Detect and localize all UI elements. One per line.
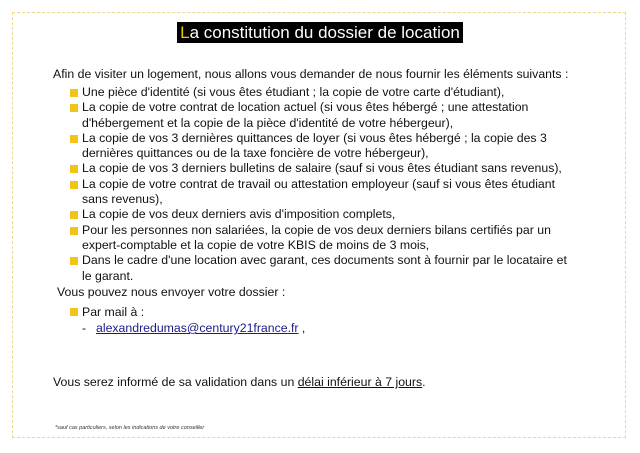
- list-item-text: La copie de vos deux derniers avis d'imposition complets,: [82, 207, 396, 222]
- mail-section: [70, 304, 306, 335]
- list-item: [70, 253, 570, 284]
- document-list: [70, 85, 570, 284]
- list-item-text: La copie de votre contrat de location actuel (si vous êtes hébergé ; une attestation d'hébergement et la copie de la pièce d'identité de votre hébergeur),: [82, 100, 529, 130]
- list-item: [70, 85, 570, 100]
- email-suffix: ,: [298, 321, 306, 335]
- footnote: *sauf cas particuliers, selon les indications de votre conseiller: [55, 425, 205, 431]
- list-item: [70, 177, 570, 208]
- bullet-icon: [70, 165, 78, 173]
- page-title: [177, 22, 463, 43]
- title-container: [0, 22, 640, 43]
- list-item-text: La copie de votre contrat de travail ou attestation employeur (sauf si vous êtes étudiant sans revenus),: [82, 176, 556, 207]
- bullet-icon: [70, 135, 78, 143]
- bullet-icon: [70, 227, 78, 235]
- list-item-text: Dans le cadre d'une location avec garant, ces documents sont à fournir par le locataire et le garant.: [82, 253, 567, 283]
- intro-text: Afin de visiter un logement, nous allons vous demander de nous fournir les éléments suivants :: [53, 67, 569, 81]
- title-rest: a constitution du dossier de location: [189, 23, 460, 42]
- email-link[interactable]: alexandredumas@century21france.fr: [96, 321, 299, 335]
- list-item-text: Pour les personnes non salariées, la copie de vos deux derniers bilans certifiés par un expert-comptable et la copie de votre KBIS de moins de 3 mois,: [82, 222, 551, 252]
- mail-dash: -: [82, 321, 87, 335]
- list-item: [70, 100, 570, 131]
- list-item-text: La copie de vos 3 dernières quittances de loyer (si vous êtes hébergé ; la copie des 3 dernières quittances ou de la taxe foncière de votre hébergeur),: [82, 130, 547, 161]
- validation-suffix: .: [422, 375, 426, 389]
- list-item: [70, 207, 570, 222]
- list-item: [70, 223, 570, 254]
- bullet-icon: [70, 181, 78, 189]
- mail-row: [70, 304, 144, 320]
- validation-delay: délai inférieur à 7 jours: [297, 375, 423, 389]
- validation-prefix: Vous serez informé de sa validation dans un: [53, 375, 298, 389]
- bullet-icon: [70, 211, 78, 219]
- list-item: [70, 161, 570, 176]
- mail-label: Par mail à :: [82, 305, 145, 319]
- bullet-icon: [70, 104, 78, 112]
- bullet-icon: [70, 308, 78, 316]
- validation-text: [53, 374, 426, 390]
- title-first-letter: L: [180, 23, 190, 42]
- bullet-icon: [70, 257, 78, 265]
- send-intro: Vous pouvez nous envoyer votre dossier :: [57, 285, 286, 299]
- list-item: [70, 131, 570, 162]
- list-item-text: La copie de vos 3 derniers bulletins de salaire (sauf si vous êtes étudiant sans revenus),: [82, 161, 562, 176]
- bullet-icon: [70, 89, 78, 97]
- list-item-text: Une pièce d'identité (si vous êtes étudiant ; la copie de votre carte d'étudiant),: [82, 85, 505, 99]
- email-line: [96, 320, 305, 336]
